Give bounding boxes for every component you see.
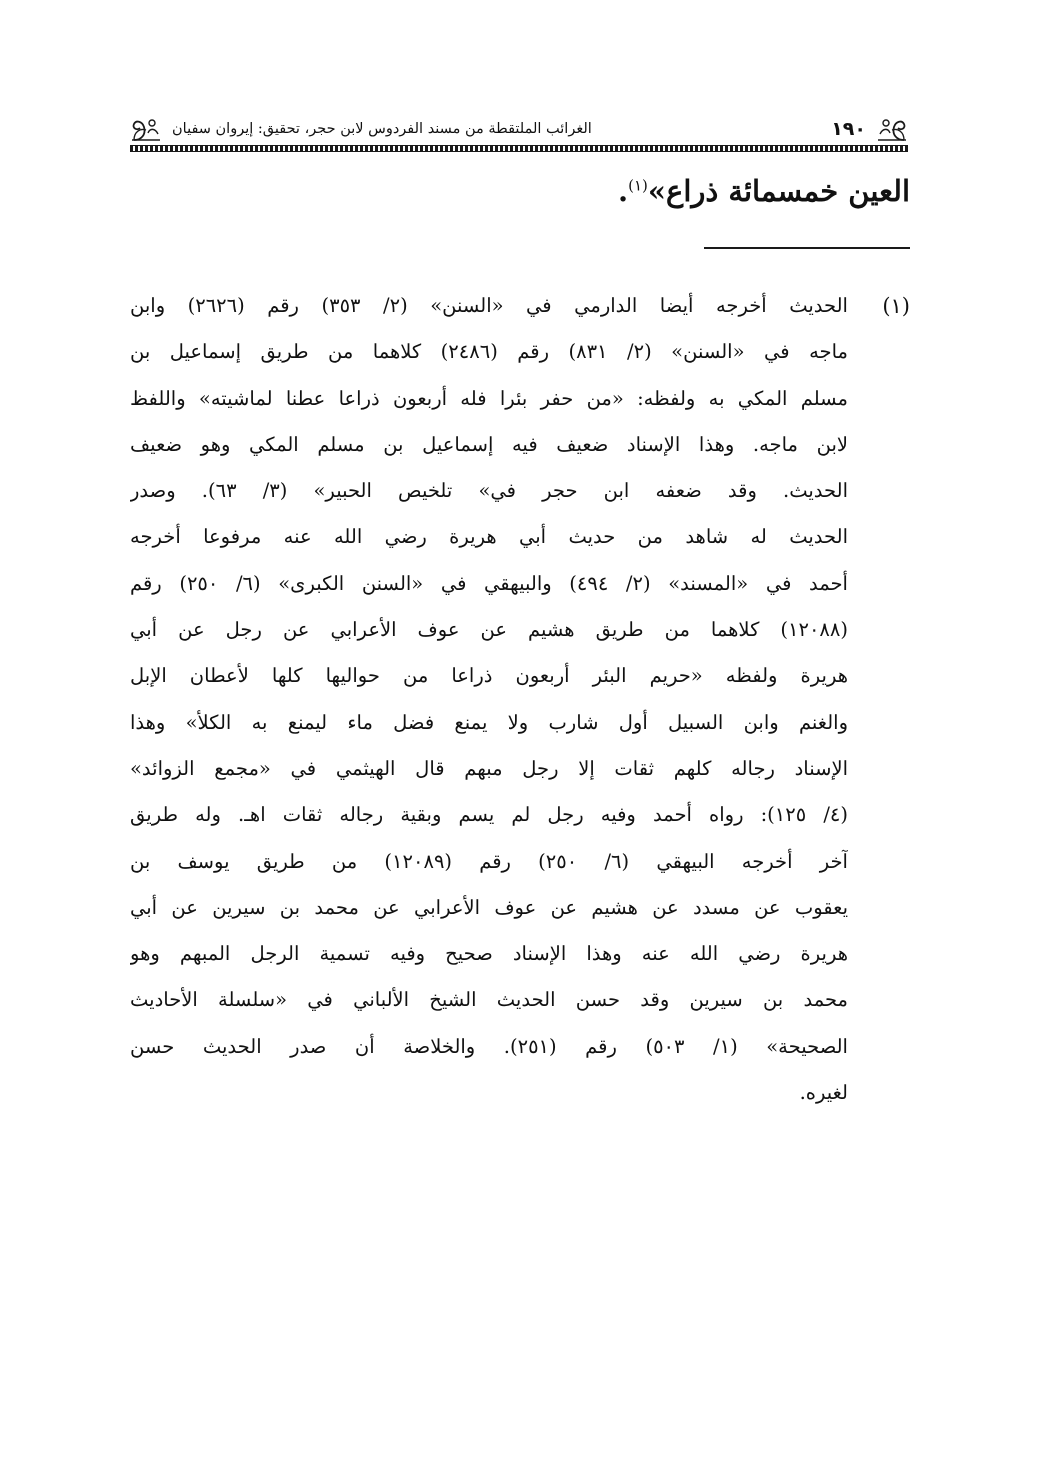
header-rule xyxy=(130,145,908,152)
main-end-punctuation: . xyxy=(618,174,629,208)
footnote-line: الحديث. وقد ضعفه ابن حجر في» تلخيص الحبير» (٣/ ٦٣). وصدر xyxy=(130,479,848,503)
footnote-line: الحديث له شاهد من حديث أبي هريرة رضي الله عنه مرفوعا أخرجه xyxy=(130,525,848,549)
footnote-line: هريرة ولفظه «حريم البئر أربعون ذراعا من حواليها كلها لأعطان الإبل xyxy=(130,664,848,688)
footnote-line: أحمد في «المسند» (٢/ ٤٩٤) والبيهقي في «السنن الكبرى» (٦/ ٢٥٠) رقم xyxy=(130,571,848,595)
footnote-line: آخر أخرجه البيهقي (٦/ ٢٥٠) رقم (١٢٠٨٩) من طريق يوسف بن xyxy=(130,849,848,873)
main-text: العين خمسمائة ذراع» xyxy=(647,174,910,208)
header-left-group xyxy=(130,114,592,144)
footnote-line: الإسناد رجاله كلهم ثقات إلا رجل مبهم قال الهيثمي في «مجمع الزوائد» xyxy=(130,756,848,780)
floral-ornament-icon xyxy=(874,114,908,144)
footnote-line: لابن ماجه. وهذا الإسناد ضعيف فيه إسماعيل بن مسلم المكي وهو ضعيف xyxy=(130,432,848,456)
footnote-line: والغنم وابن السبيل أول شارب ولا يمنع فضل ماء ليمنع به الكلأ» وهذا xyxy=(130,710,848,734)
footnote-number: (١) xyxy=(882,294,910,318)
footnote-reference: (١) xyxy=(628,176,648,195)
footnote-line: يعقوب عن مسدد عن هشيم عن عوف الأعرابي عن محمد بن سيرين عن أبي xyxy=(130,895,848,919)
footnote-line: (١٢٠٨٨) كلاهما من طريق هشيم عن عوف الأعرابي عن رجل عن أبي xyxy=(130,618,848,642)
running-header xyxy=(130,96,908,152)
header-row xyxy=(130,114,908,144)
header-right-group xyxy=(831,114,908,144)
footnote-lines xyxy=(130,283,848,1116)
running-title: الغرائب الملتقطة من مسند الفردوس لابن حجر، تحقيق: إيروان سفيان xyxy=(172,121,592,137)
page-number: ١٩٠ xyxy=(831,118,866,140)
footnote-line: الحديث أخرجه أيضا الدارمي في «السنن» (٢/ ٣٥٣) رقم (٢٦٢٦) وابن xyxy=(130,294,848,317)
footnote-separator xyxy=(704,247,910,249)
footnote-line: (٤/ ١٢٥): رواه أحمد وفيه رجل لم يسم وبقية رجاله ثقات اهـ. وله طريق xyxy=(130,803,848,827)
footnote-line: هريرة رضي الله عنه وهذا الإسناد صحيح وفيه تسمية الرجل المبهم وهو xyxy=(130,942,848,966)
floral-ornament-icon xyxy=(130,114,164,144)
footnote-line: ماجه في «السنن» (٢/ ٨٣١) رقم (٢٤٨٦) كلاهما من طريق إسماعيل بن xyxy=(130,340,848,364)
footnote-line: محمد بن سيرين وقد حسن الحديث الشيخ الألباني في «سلسلة الأحاديث xyxy=(130,988,848,1012)
footnote-line: لغيره. xyxy=(799,1081,848,1105)
footnote-line: الصحيحة» (١/ ٥٠٣) رقم (٢٥١). والخلاصة أن صدر الحديث حسن xyxy=(130,1034,848,1058)
main-text-line xyxy=(130,174,910,208)
footnote-line: مسلم المكي به ولفظه: «من حفر بئرا فله أربعون ذراعا عطنا لماشيته» واللفظ xyxy=(130,386,848,410)
